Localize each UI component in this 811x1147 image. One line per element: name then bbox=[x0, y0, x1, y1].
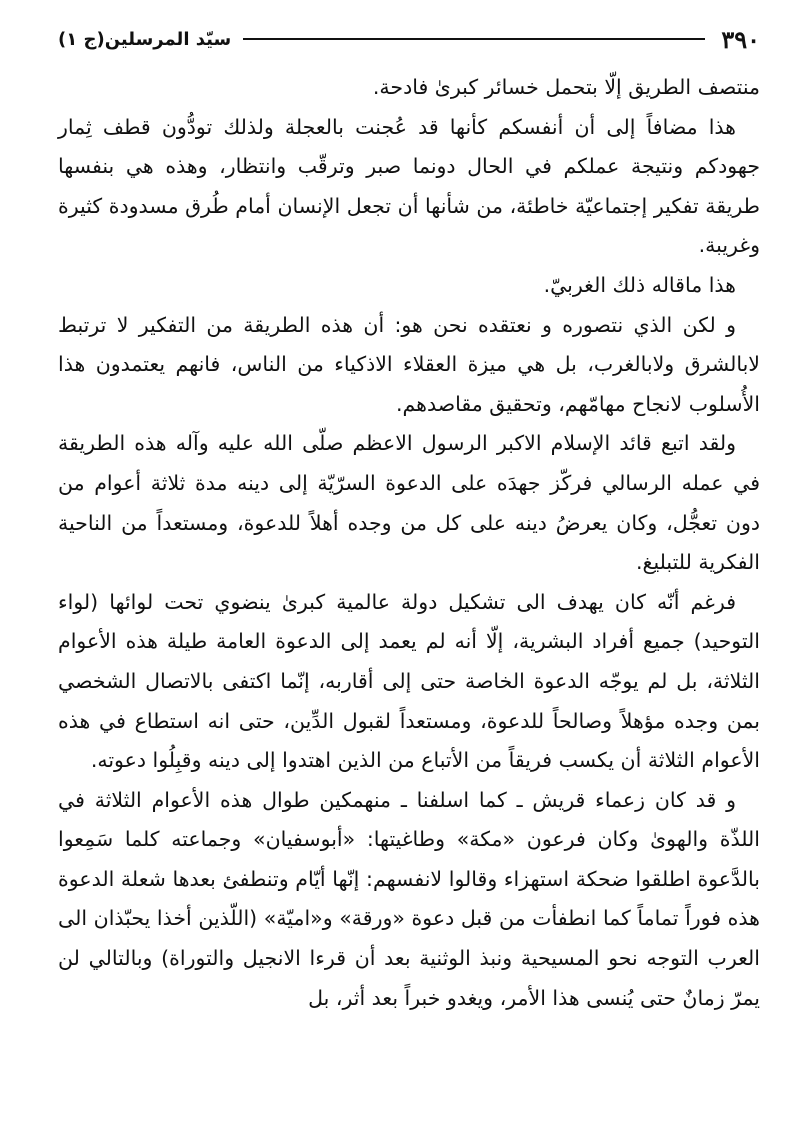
paragraph: ولقد اتبع قائد الإسلام الاكبر الرسول الاعظم صلّى الله عليه وآله هذه الطريقة في عمله الرسالي فركّز جهدَه على الدعوة السرّيّة إلى دينه مدة ثلاثة أعوام من دون تعجُّل، وكان يعرضُ دينه على كل من وجده أهلاً للدعوة، ومستعداً من الناحية الفكرية للتبليغ. bbox=[58, 431, 760, 575]
paragraph: هذا ماقاله ذلك الغربيّ. bbox=[543, 272, 736, 297]
paragraph: منتصف الطريق إلّا بتحمل خسائر كبرىٰ فادحة. bbox=[372, 75, 760, 99]
page-number: ٣٩٠ bbox=[721, 24, 760, 54]
page-header bbox=[58, 22, 760, 56]
paragraph: و قد كان زعماء قريش ـ كما اسلفنا ـ منهمكين طوال هذه الأعوام الثلاثة في اللذّة والهوىٰ وكان فرعون «مكة» وطاغيتها: «أبوسفيان» وجماعته كلما سَمِعوا بالدَّعوة اطلقوا ضحكة استهزاء وقالوا لانفسهم: إنّها أيّام وتنطفئ بعدها شعلة الدعوة هذه فوراً تماماً كما انطفأت من قبل دعوة «ورقة» و«اميّة» (اللّذين أخذا يحبّذان الى العرب التوجه نحو المسيحية ونبذ الوثنية بعد أن قرءا الانجيل والتوراة) وبالتالي لن يمرّ زمانٌ حتى يُنسى هذا الأمر، ويغدو خبراً بعد أثر، بل bbox=[58, 787, 760, 1010]
header-rule bbox=[243, 38, 705, 40]
paragraph: هذا مضافاً إلى أن أنفسكم كأنها قد عُجنت بالعجلة ولذلك تودُّون قطف ثِمار جهودكم ونتيجة عملكم في الحال دونما صبر وترقّب وانتظار، وهذه هي بنفسها طريقة تفكير إجتماعيّة خاطئة، من شأنها أن تجعل الإنسان أمام طُرق مسدودة كثيرة وغريبة. bbox=[58, 114, 760, 258]
book-page bbox=[58, 22, 760, 1132]
body-text bbox=[58, 68, 760, 1018]
running-title: سيّد المرسلين(ج ١) bbox=[58, 28, 232, 50]
paragraph: فرغم أنّه كان يهدف الى تشكيل دولة عالمية كبرىٰ ينضوي تحت لوائها (لواء التوحيد) جميع أفراد البشرية، إلّا أنه لم يعمد إلى الدعوة العامة طيلة هذه الأعوام الثلاثة، بل لم يوجّه الدعوة الخاصة حتى إلى أقاربه، إنّما اكتفى بالاتصال الشخصي بمن وجده مؤهلاً وصالحاً للدعوة، ومستعداً لقبول الدِّين، حتى انه استطاع في هذه الأعوام الثلاثة أن يكسب فريقاً من الأتباع من الذين اهتدوا إلى دينه وقبِلُوا دعوته. bbox=[58, 589, 760, 773]
paragraph: و لكن الذي نتصوره و نعتقده نحن هو: أن هذه الطريقة من التفكير لا ترتبط لابالشرق ولابالغرب، بل هي ميزة العقلاء الاذكياء من الناس، فانهم يعتمدون هذا الأُسلوب لانجاح مهامّهم، وتحقيق مقاصدهم. bbox=[58, 312, 760, 416]
